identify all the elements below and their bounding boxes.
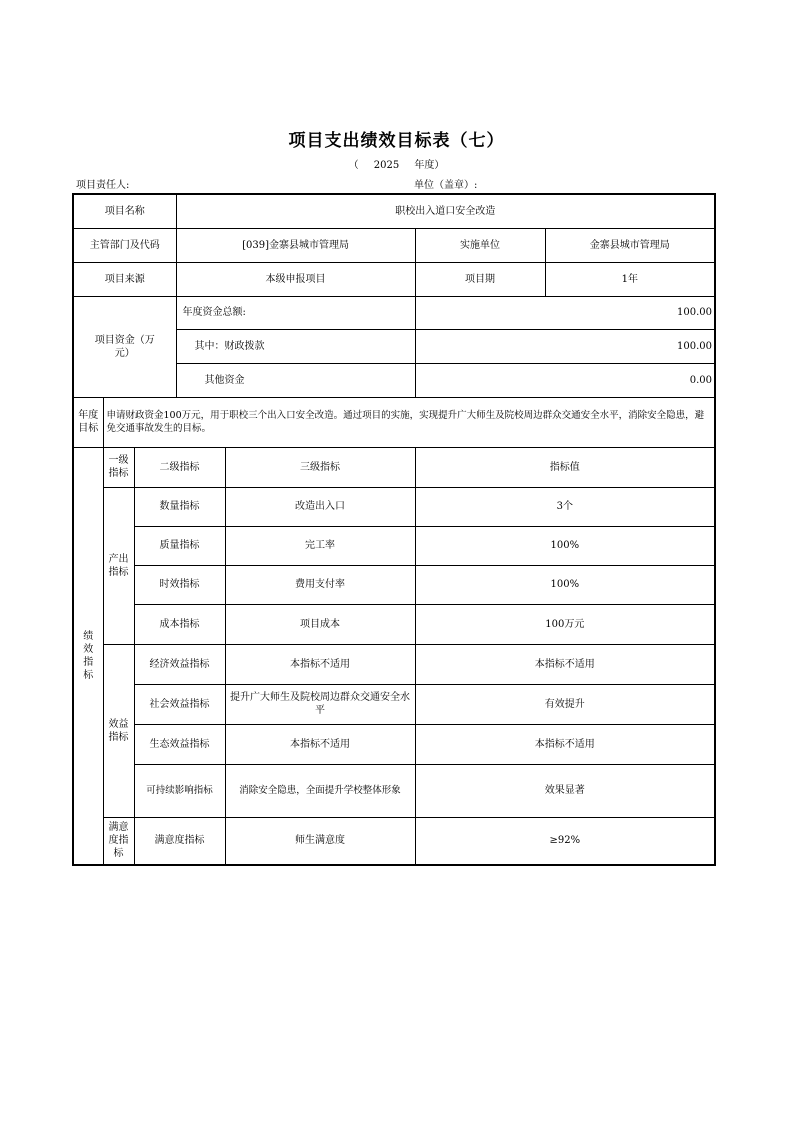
output-level2: 时效指标 <box>134 565 225 604</box>
head-level2: 二级指标 <box>134 447 225 487</box>
dept-label: 主管部门及代码 <box>73 228 176 262</box>
funds-other-label: 其他资金 <box>176 363 415 397</box>
source-value: 本级申报项目 <box>176 262 415 296</box>
benefit-level3: 提升广大师生及院校周边群众交通安全水平 <box>225 684 415 724</box>
funds-fiscal-value: 100.00 <box>415 329 715 363</box>
dept-value: [039]金寨县城市管理局 <box>176 228 415 262</box>
goal-label: 年度目标 <box>73 397 103 447</box>
year-open: （ <box>348 160 359 171</box>
output-value: 100万元 <box>415 604 715 644</box>
output-level2: 成本指标 <box>134 604 225 644</box>
satisfaction-indicators-label: 满意度指标 <box>103 817 134 865</box>
unit-seal-label: 单位（盖章）: <box>414 180 478 191</box>
benefit-value: 本指标不适用 <box>415 644 715 684</box>
benefit-value: 有效提升 <box>415 684 715 724</box>
satisfaction-level3: 师生满意度 <box>225 817 415 865</box>
output-value: 3个 <box>415 487 715 526</box>
benefit-level2: 生态效益指标 <box>134 724 225 764</box>
goal-text: 申请财政资金100万元，用于职校三个出入口安全改造。通过项目的实施，实现提升广大师生及院校周边群众交通安全水平，消除安全隐患，避免交通事故发生的目标。 <box>103 397 715 447</box>
output-level3: 完工率 <box>225 526 415 565</box>
satisfaction-value: ≥92% <box>415 817 715 865</box>
page-title: 项目支出绩效目标表（七） <box>288 131 505 151</box>
benefit-level3: 本指标不适用 <box>225 724 415 764</box>
year-value: 2025 <box>373 160 400 171</box>
benefit-value: 效果显著 <box>415 764 715 817</box>
funds-label: 项目资金（万元） <box>73 296 176 397</box>
output-level3: 项目成本 <box>225 604 415 644</box>
year-line <box>0 156 793 171</box>
benefit-level3: 本指标不适用 <box>225 644 415 684</box>
benefit-value: 本指标不适用 <box>415 724 715 764</box>
funds-fiscal-label: 其中：财政拨款 <box>176 329 415 363</box>
benefit-level2: 社会效益指标 <box>134 684 225 724</box>
head-level3: 三级指标 <box>225 447 415 487</box>
benefit-indicators-label: 效益指标 <box>103 644 134 817</box>
impl-unit-value: 金寨县城市管理局 <box>545 228 715 262</box>
output-level3: 改造出入口 <box>225 487 415 526</box>
benefit-level2: 可持续影响指标 <box>134 764 225 817</box>
impl-unit-label: 实施单位 <box>415 228 545 262</box>
funds-total-value: 100.00 <box>415 296 715 329</box>
funds-total-label: 年度资金总额: <box>176 296 415 329</box>
performance-table <box>72 193 716 866</box>
output-level2: 质量指标 <box>134 526 225 565</box>
output-value: 100% <box>415 526 715 565</box>
responsible-person-label: 项目责任人: <box>76 180 130 191</box>
funds-other-value: 0.00 <box>415 363 715 397</box>
benefit-level3: 消除安全隐患，全面提升学校整体形象 <box>225 764 415 817</box>
satisfaction-level2: 满意度指标 <box>134 817 225 865</box>
output-level2: 数量指标 <box>134 487 225 526</box>
source-label: 项目来源 <box>73 262 176 296</box>
output-indicators-label: 产出指标 <box>103 487 134 644</box>
indicators-section-label: 绩效指标 <box>73 447 103 865</box>
project-name-label: 项目名称 <box>73 194 176 228</box>
year-label: 年度） <box>414 160 445 171</box>
output-level3: 费用支付率 <box>225 565 415 604</box>
output-value: 100% <box>415 565 715 604</box>
period-label: 项目期 <box>415 262 545 296</box>
head-level1: 一级指标 <box>103 447 134 487</box>
period-value: 1年 <box>545 262 715 296</box>
head-value: 指标值 <box>415 447 715 487</box>
benefit-level2: 经济效益指标 <box>134 644 225 684</box>
project-name-value: 职校出入道口安全改造 <box>176 194 715 228</box>
